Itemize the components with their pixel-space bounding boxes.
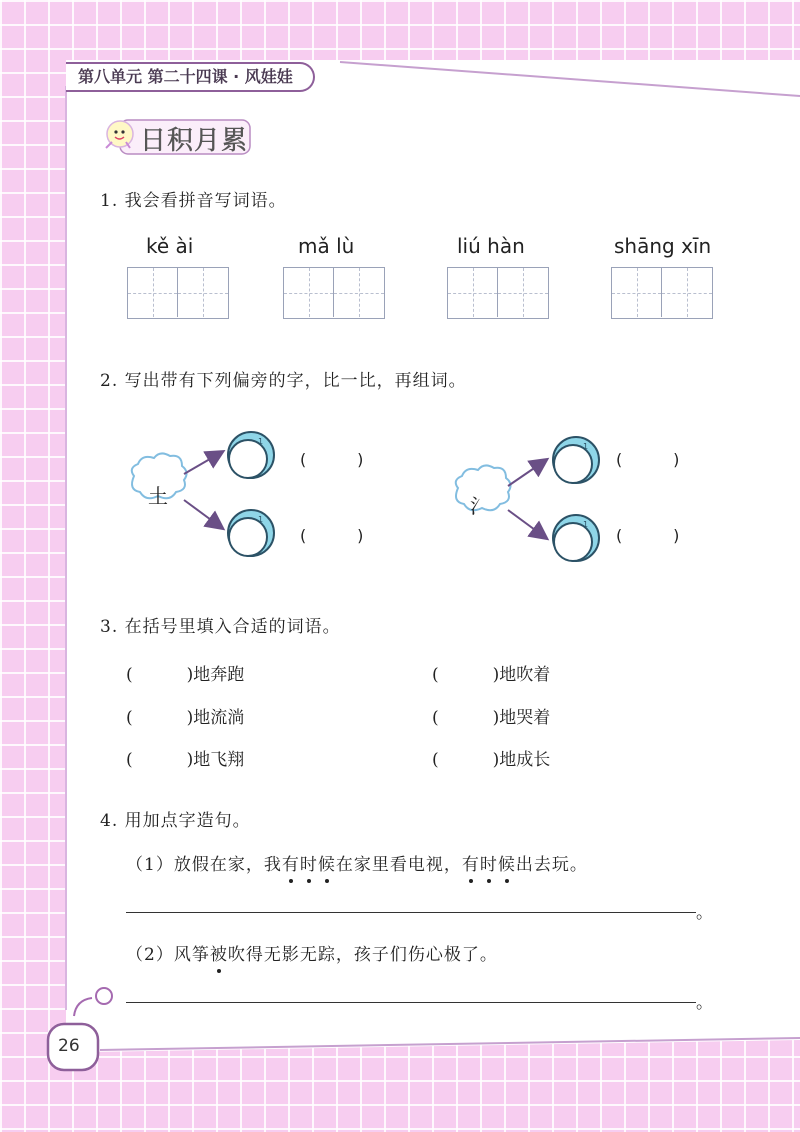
radical-diagram xyxy=(0,410,800,610)
sentence-text: 风筝 xyxy=(173,945,210,965)
dotted-word xyxy=(282,855,336,875)
tile-left-top xyxy=(228,432,274,478)
svg-text:1: 1 xyxy=(258,515,264,524)
grid-cell[interactable] xyxy=(448,268,498,317)
sentence-text: 在家里看电视， xyxy=(335,855,462,875)
q2-title: 2. 写出带有下列偏旁的字，比一比，再组词。 xyxy=(100,371,467,391)
grid-cell[interactable] xyxy=(334,268,384,317)
q1-pinyin-1: kě ài xyxy=(146,234,194,258)
q1-writing-grid-3[interactable] xyxy=(447,267,549,319)
dotted-char: 时 xyxy=(480,850,498,875)
dotted-chars xyxy=(282,855,336,875)
sentence-text: 吹得无影无踪，孩子们伤心极了。 xyxy=(227,945,498,965)
unit-lesson-header: 第八单元 第二十四课 · 风娃娃 xyxy=(66,62,315,92)
dotted-char: 有 xyxy=(462,850,480,875)
q2-answer-paren[interactable]: ( ) xyxy=(616,450,680,469)
q1-pinyin-2: mǎ lù xyxy=(298,234,355,258)
q4-title: 4. 用加点字造句。 xyxy=(100,811,251,831)
period-mark: 。 xyxy=(696,993,713,1013)
sentence-text: 放假在家，我 xyxy=(173,855,282,875)
radical-water: 氵 xyxy=(470,494,490,518)
q4-answer-line-2[interactable] xyxy=(126,1002,696,1003)
dotted-char: 时 xyxy=(300,850,318,875)
sentence-text: 出去玩。 xyxy=(515,855,588,875)
section-title: 日积月累 xyxy=(140,126,249,156)
dotted-char: 被 xyxy=(210,940,228,965)
q3-fill-item[interactable]: ( )地飞翔 xyxy=(126,750,245,770)
grid-cell[interactable] xyxy=(662,268,712,317)
grid-cell[interactable] xyxy=(284,268,334,317)
grid-cell[interactable] xyxy=(128,268,178,317)
tile-right-top xyxy=(553,437,599,483)
q3-fill-item[interactable]: ( )地流淌 xyxy=(126,708,245,728)
dotted-chars xyxy=(462,855,516,875)
q2-answer-paren[interactable]: ( ) xyxy=(300,526,364,545)
svg-text:1: 1 xyxy=(258,437,264,446)
svg-text:1: 1 xyxy=(583,520,589,529)
tile-right-bottom xyxy=(553,515,599,561)
q4-sentence-1 xyxy=(126,850,588,875)
q3-fill-item[interactable]: ( )地成长 xyxy=(432,750,551,770)
dotted-chars xyxy=(210,945,228,965)
dotted-char: 有 xyxy=(282,850,300,875)
q3-title: 3. 在括号里填入合适的词语。 xyxy=(100,617,341,637)
grid-cell[interactable] xyxy=(498,268,548,317)
period-mark: 。 xyxy=(696,903,713,923)
q2-answer-paren[interactable]: ( ) xyxy=(616,526,680,545)
grid-cell[interactable] xyxy=(612,268,662,317)
dotted-char: 候 xyxy=(498,850,516,875)
page-number: 26 xyxy=(58,1036,80,1056)
q1-pinyin-3: liú hàn xyxy=(457,234,525,258)
tile-left-bottom xyxy=(228,510,274,556)
svg-text:1: 1 xyxy=(583,442,589,451)
grid-cell[interactable] xyxy=(178,268,228,317)
q1-writing-grid-1[interactable] xyxy=(127,267,229,319)
q3-fill-item[interactable]: ( )地哭着 xyxy=(432,708,551,728)
q2-answer-paren[interactable]: ( ) xyxy=(300,450,364,469)
dotted-char: 候 xyxy=(318,850,336,875)
q3-fill-item[interactable]: ( )地奔跑 xyxy=(126,665,245,685)
q1-pinyin-4: shāng xīn xyxy=(614,234,712,258)
q4-sentence-2 xyxy=(126,940,498,965)
q1-title: 1. 我会看拼音写词语。 xyxy=(100,191,287,211)
q1-writing-grid-2[interactable] xyxy=(283,267,385,319)
sentence-label: （2） xyxy=(126,945,174,965)
q3-fill-item[interactable]: ( )地吹着 xyxy=(432,665,551,685)
sentence-label: （1） xyxy=(126,855,174,875)
q1-writing-grid-4[interactable] xyxy=(611,267,713,319)
radical-earth: 土 xyxy=(148,484,168,508)
q4-answer-line-1[interactable] xyxy=(126,912,696,913)
section-badge xyxy=(100,118,252,156)
